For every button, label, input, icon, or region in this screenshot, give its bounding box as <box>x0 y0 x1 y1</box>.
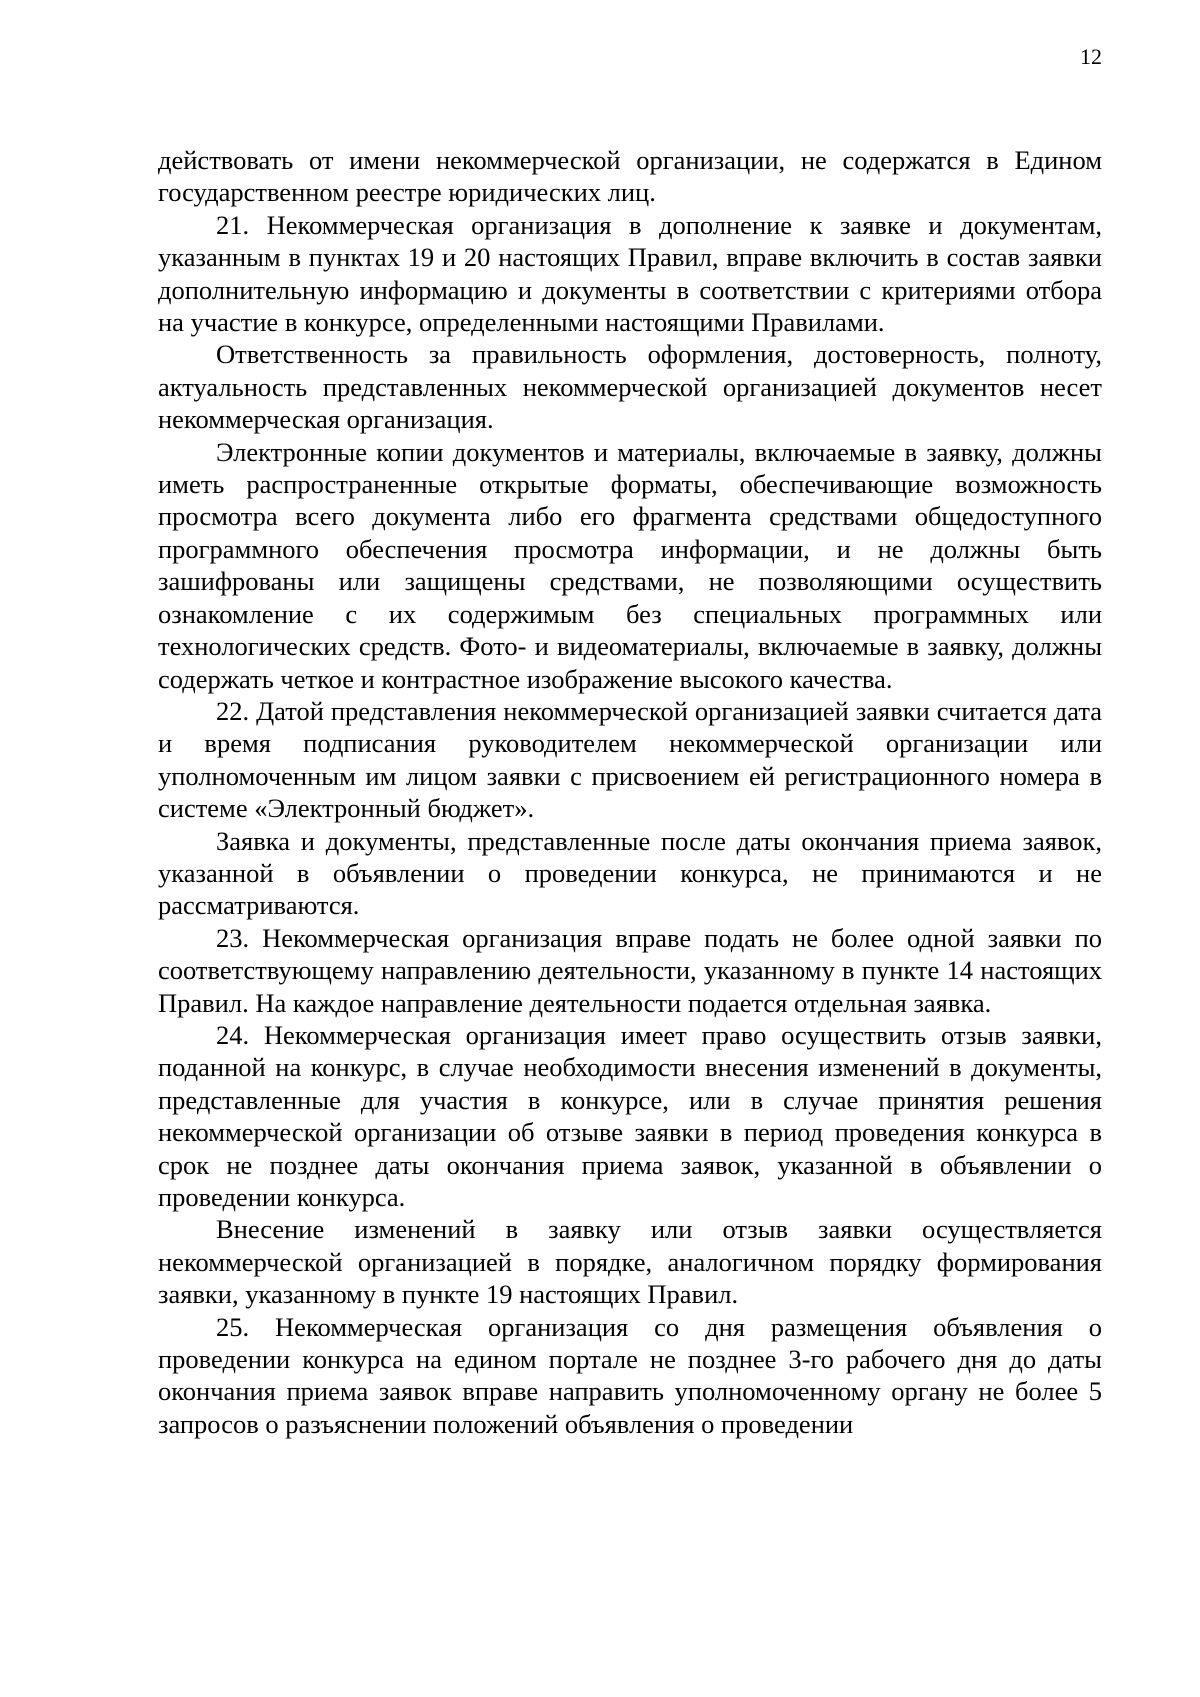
page-number: 12 <box>1080 44 1102 69</box>
paragraph-clause-24: 24. Некоммерческая организация имеет право осуществить отзыв заявки, поданной на конкурс, в случае необходимости внесения изменений в документы, представленные для участия в конкурсе, или в случае принятия решения некоммерческой организации об отзыве заявки в период проведения конкурса в срок не позднее даты окончания приема заявок, указанной в объявлении о проведении конкурса. <box>158 1019 1102 1212</box>
paragraph-clause-25: 25. Некоммерческая организация со дня размещения объявления о проведении конкурса на едином портале не позднее 3-го рабочего дня до даты окончания приема заявок вправе направить уполномоченному органу не более 5 запросов о разъяснении положений объявления о проведении <box>158 1311 1102 1439</box>
paragraph-clause-22: 22. Датой представления некоммерческой организацией заявки считается дата и время подписания руководителем некоммерческой организации или уполномоченным им лицом заявки с присвоением ей регистрационного номера в системе «Электронный бюджет». <box>158 695 1102 824</box>
paragraph-clause-23: 23. Некоммерческая организация вправе подать не более одной заявки по соответствующему направлению деятельности, указанному в пункте 14 настоящих Правил. На каждое направление деятельности подается отдельная заявка. <box>158 922 1102 1018</box>
paragraph-electronic-copies: Электронные копии документов и материалы, включаемые в заявку, должны иметь распространенные открытые форматы, обеспечивающие возможность просмотра всего документа либо его фрагмента средствами общедоступного программного обеспечения просмотра информации, и не должны быть зашифрованы или защищены средствами, не позволяющими осуществить ознакомление с их содержимым без специальных программных или технологических средств. Фото- и видеоматериалы, включаемые в заявку, должны содержать четкое и контрастное изображение высокого качества. <box>158 436 1102 694</box>
paragraph-amendments: Внесение изменений в заявку или отзыв заявки осуществляется некоммерческой организацией в порядке, аналогичном порядку формирования заявки, указанному в пункте 19 настоящих Правил. <box>158 1214 1102 1310</box>
paragraph-continuation: действовать от имени некоммерческой организации, не содержатся в Едином государственном реестре юридических лиц. <box>158 145 1102 208</box>
document-body <box>158 144 1102 1440</box>
paragraph-responsibility: Ответственность за правильность оформления, достоверность, полноту, актуальность представленных некоммерческой организацией документов несет некоммерческая организация. <box>158 339 1102 435</box>
paragraph-clause-21: 21. Некоммерческая организация в дополнение к заявке и документам, указанным в пунктах 19 и 20 настоящих Правил, вправе включить в состав заявки дополнительную информацию и документы в соответствии с критериями отбора на участие в конкурсе, определенными настоящими Правилами. <box>158 209 1102 338</box>
paragraph-late-applications: Заявка и документы, представленные после даты окончания приема заявок, указанной в объявлении о проведении конкурса, не принимаются и не рассматриваются. <box>158 825 1102 921</box>
